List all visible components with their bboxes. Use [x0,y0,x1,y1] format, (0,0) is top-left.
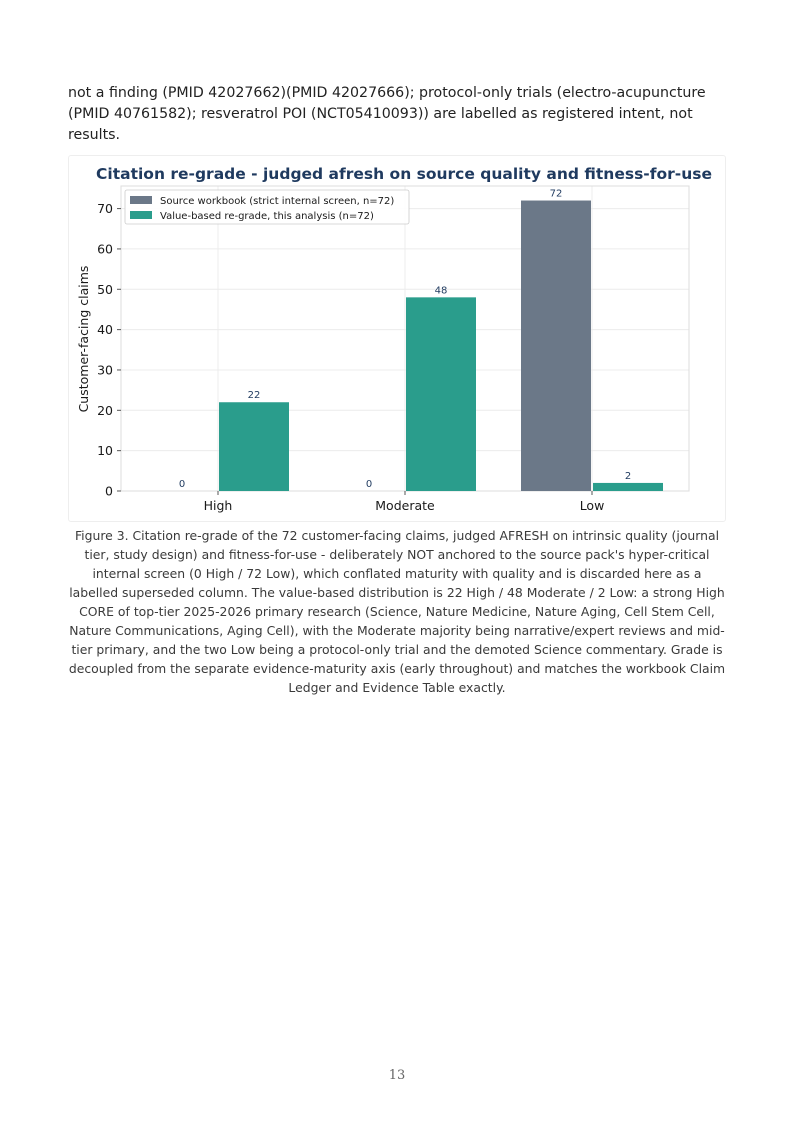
x-tick-label-high: High [203,498,233,513]
value-label-source-workbook-low: 72 [549,188,563,200]
citation-regrade-chart [68,155,726,522]
y-tick-label-10: 10 [97,443,113,459]
y-tick-label-50: 50 [97,281,113,297]
legend [125,190,409,224]
y-axis [97,201,121,498]
y-tick-label-20: 20 [97,402,113,418]
figure-caption: Figure 3. Citation re-grade of the 72 customer-facing claims, judged AFRESH on intrinsic quality (journal tier, study design) and fitness-for-use - deliberately NOT anchored to the source pack's hyper-critical internal screen (0 High / 72 Low), which conflated maturity with quality and is discarded here as a labelled superseded column. The value-based distribution is 22 High / 48 Moderate / 2 Low: a strong High CORE of top-tier 2025-2026 primary research (Science, Nature Medicine, Nature Aging, Cell Stem Cell, Nature Communications, Aging Cell), with the Moderate majority being narrative/expert reviews and mid-tier primary, and the two Low being a protocol-only trial and the demoted Science commentary. Grade is decoupled from the separate evidence-maturity axis (early throughout) and matches the workbook Claim Ledger and Evidence Table exactly. [68,528,726,695]
chart-title: Citation re-grade - judged afresh on source quality and fitness-for-use [96,165,712,183]
bar-value-based-low [593,483,663,491]
legend-swatch-source-workbook [130,196,152,204]
y-tick-label-60: 60 [97,241,113,257]
x-axis [204,491,605,513]
value-label-source-workbook-high: 0 [178,479,186,490]
x-tick-label-moderate: Moderate [375,498,435,513]
y-axis-label: Customer-facing claims [76,265,91,413]
page-number: 13 [388,1068,406,1083]
legend-label-value-based: Value-based re-grade, this analysis (n=72) [160,211,374,222]
value-label-value-based-high: 22 [247,390,261,402]
bar-value-based-moderate [406,297,476,491]
body-paragraph: not a finding (PMID 42027662)(PMID 42027666); protocol-only trials (electro-acupuncture (PMID 40761582); resveratrol POI (NCT05410093)) are labelled as registered intent, not results. [68,85,706,143]
legend-label-source-workbook: Source workbook (strict internal screen, n=72) [160,196,395,207]
y-tick-label-70: 70 [97,201,113,217]
y-tick-label-0: 0 [105,483,113,499]
value-label-value-based-moderate: 48 [434,285,448,297]
bars [219,201,663,491]
bar-value-based-high [219,402,289,491]
gridlines [121,186,689,491]
x-tick-label-low: Low [579,498,605,513]
y-tick-label-40: 40 [97,322,113,338]
y-tick-label-30: 30 [97,362,113,378]
legend-swatch-value-based [130,211,152,219]
bar-source-workbook-low [521,201,591,491]
value-label-value-based-low: 2 [624,470,632,482]
value-label-source-workbook-moderate: 0 [365,479,373,490]
